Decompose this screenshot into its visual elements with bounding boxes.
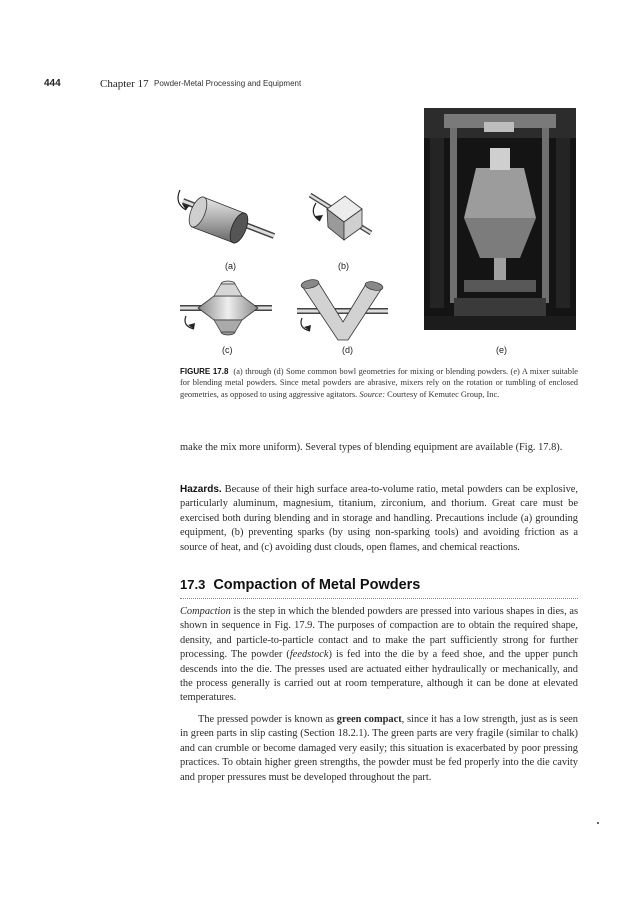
hazards-text: Because of their high surface area-to-volume ratio, metal powders can be explosive, particularly aluminum, magnesium, titanium, zirconium, and thorium. Great care must be exercised both during blending and in storage and handling. Precautions include (a) grounding equipment, (b) preventing sparks (by using non-sparking tools) and avoiding friction as a source of heat, and (c) avoiding dust clouds, open flames, and chemical reactions. (180, 484, 578, 553)
mixer-geometries-illustration (0, 108, 420, 348)
mixer-drawing-d (297, 278, 388, 340)
figure-label-b: (b) (338, 261, 349, 271)
green-compact-text-a: The pressed powder is known as (198, 714, 337, 725)
paragraph-compaction (180, 605, 578, 706)
paragraph-green-compact (180, 713, 578, 785)
section-title: Compaction of Metal Powders (213, 577, 421, 593)
mixer-drawing-b (310, 195, 371, 240)
figure-source-text: Courtesy of Kemutec Group, Inc. (387, 389, 500, 399)
green-compact-text-b: , since it has a low strength, just as is seen in green parts in slip casting (Section 18.2.1). The green parts are very fragile (similar to chalk) and can crumble or become damaged very easily; this situation is exacerbated by poor pressing practices. To obtain higher green strengths, the powder must be fed properly into the die cavity and proper pressures must be developed throughout the part. (180, 714, 578, 783)
section-number: 17.3 (180, 577, 206, 592)
figure-label-a: (a) (225, 261, 236, 271)
compaction-text-a: is the step in which the blended powders are pressed into various shapes in dies, as shown in sequence in Fig. 17.9. The purposes of compaction are to obtain the required shape, density, and particle-to-particle contact and to make the part sufficiently strong for further processing. The powder ( (180, 606, 578, 661)
mixer-drawing-a (178, 190, 274, 245)
figure-label-c: (c) (222, 345, 233, 355)
green-compact-term: green compact (336, 714, 402, 725)
compaction-term: Compaction (180, 606, 231, 617)
figure-caption (180, 366, 578, 400)
section-heading (180, 576, 578, 599)
paragraph-blending-continued: make the mix more uniform). Several types of blending equipment are available (Fig. 17.8). (180, 442, 563, 453)
chapter-title: Powder-Metal Processing and Equipment (154, 79, 302, 88)
hazards-heading: Hazards. (180, 484, 222, 495)
figure-label-e: (e) (496, 345, 507, 355)
figure-source-label: Source: (359, 389, 386, 399)
compaction-text-b: ) is fed into the die by a feed shoe, and the upper punch descends into the die. The presses used are actuated either hydraulically or mechanically, and the process generally is carried out at room temperature, although it can be done at elevated temperatures. (180, 649, 578, 704)
chapter-label: Chapter 17 (100, 78, 149, 90)
feedstock-term: feedstock (289, 649, 329, 661)
figure-caption-text: (a) through (d) Some common bowl geometries for mixing or blending powders. (e) A mixer suitable for blending metal powders. Since metal powders are abrasive, mixers rely on the rotation or tumbling of enclosed geometries, as opposed to using aggressive agitators. (180, 367, 579, 399)
paragraph-hazards (180, 483, 578, 555)
page-mark (597, 822, 599, 824)
mixer-drawing-c (180, 281, 272, 335)
running-header (44, 78, 604, 94)
page-number: 444 (44, 78, 61, 89)
figure-label-d: (d) (342, 345, 353, 355)
figure-caption-label: FIGURE 17.8 (180, 367, 229, 376)
mixer-photograph (424, 108, 576, 330)
